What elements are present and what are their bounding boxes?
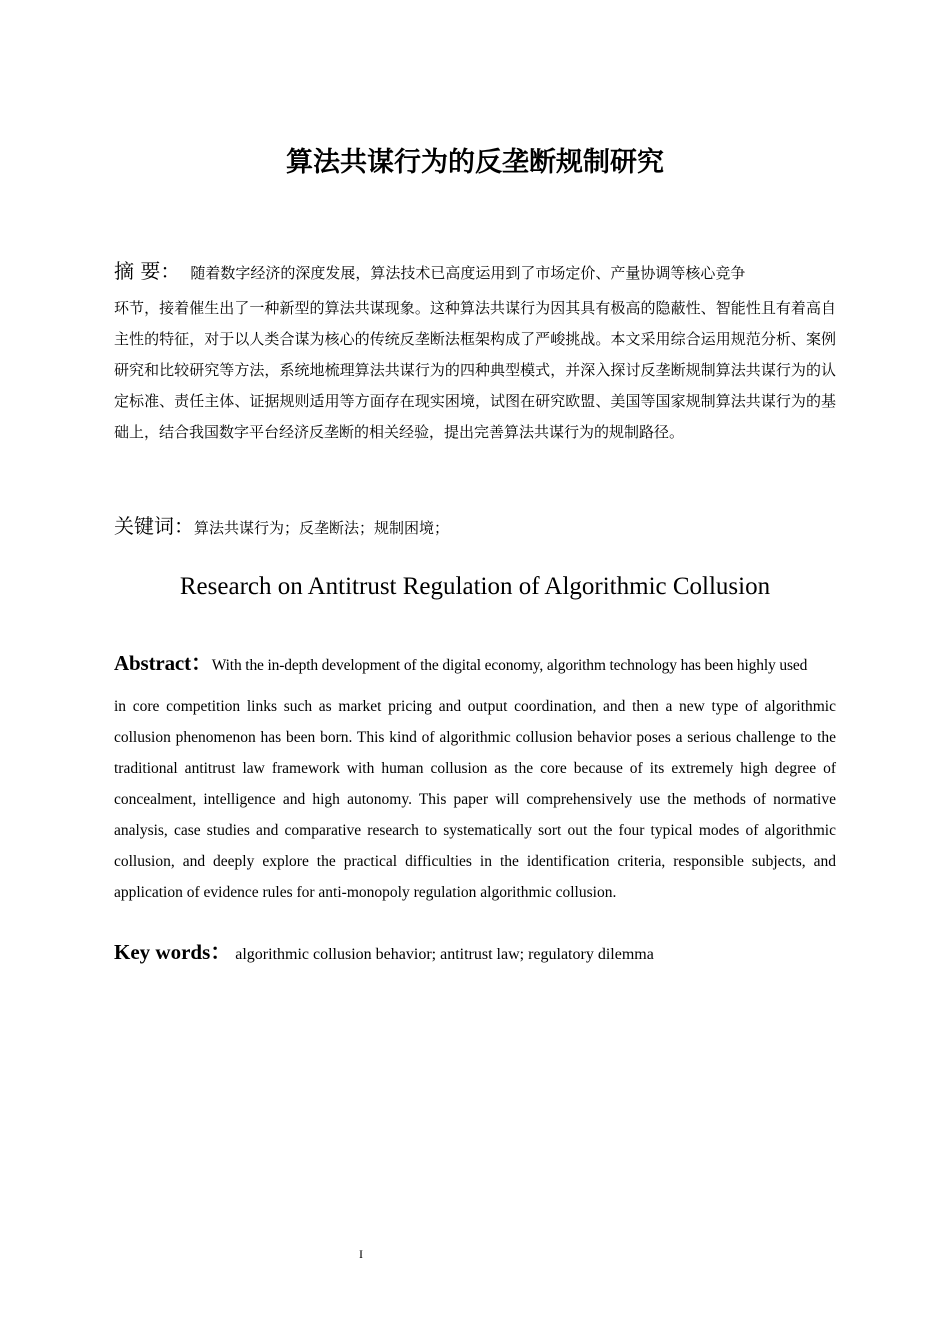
chinese-abstract bbox=[114, 256, 836, 448]
english-abstract bbox=[114, 648, 836, 908]
chinese-title: 算法共谋行为的反垄断规制研究 bbox=[286, 147, 664, 178]
english-keywords-text: algorithmic collusion behavior; antitrust law; regulatory dilemma bbox=[235, 946, 654, 963]
chinese-abstract-body: 环节，接着催生出了一种新型的算法共谋现象。这种算法共谋行为因其具有极高的隐蔽性、智能性且有着高自主性的特征，对于以人类合谋为核心的传统反垄断法框架构成了严峻挑战。本文采用综合运用规范分析、案例研究和比较研究等方法，系统地梳理算法共谋行为的四种典型模式，并深入探讨反垄断规制算法共谋行为的认定标准、责任主体、证据规则适用等方面存在现实困境，试图在研究欧盟、美国等国家规制算法共谋行为的基础上，结合我国数字平台经济反垄断的相关经验，提出完善算法共谋行为的规制路径。 bbox=[114, 299, 836, 441]
chinese-abstract-first-text: 随着数字经济的深度发展，算法技术已高度运用到了市场定价、产量协调等核心竞争 bbox=[190, 264, 746, 282]
english-abstract-body: in core competition links such as market pricing and output coordination, and then a new type of algorithmic collusion phenomenon has been born. This kind of algorithmic collusion behavior poses a serious challenge to the traditional antitrust law framework with human collusion as the core because of its extremely high degree of concealment, intelligence and high autonomy. This paper will comprehensively use the methods of normative analysis, case studies and comparative research to systematically sort out the four typical modes of algorithmic collusion, and deeply explore the practical difficulties in the identification criteria, responsible subjects, and application of evidence rules for anti-monopoly regulation algorithmic collusion. bbox=[114, 698, 836, 901]
chinese-keywords bbox=[114, 510, 836, 539]
page-number: I bbox=[359, 1247, 363, 1261]
chinese-keywords-text: 算法共谋行为；反垄断法；规制困境； bbox=[194, 519, 450, 537]
english-keywords-label: Key words： bbox=[114, 940, 232, 964]
chinese-keywords-label: 关键词： bbox=[114, 514, 194, 538]
english-abstract-first-line bbox=[114, 648, 836, 681]
english-title: Research on Antitrust Regulation of Algorithmic Collusion bbox=[179, 573, 771, 600]
english-abstract-first-text: With the in-depth development of the digital economy, algorithm technology has been highly used bbox=[211, 657, 808, 674]
chinese-abstract-label: 摘 要： bbox=[114, 259, 181, 283]
chinese-abstract-first-line bbox=[114, 256, 836, 289]
english-abstract-label: Abstract： bbox=[114, 651, 212, 675]
english-keywords bbox=[114, 936, 836, 966]
